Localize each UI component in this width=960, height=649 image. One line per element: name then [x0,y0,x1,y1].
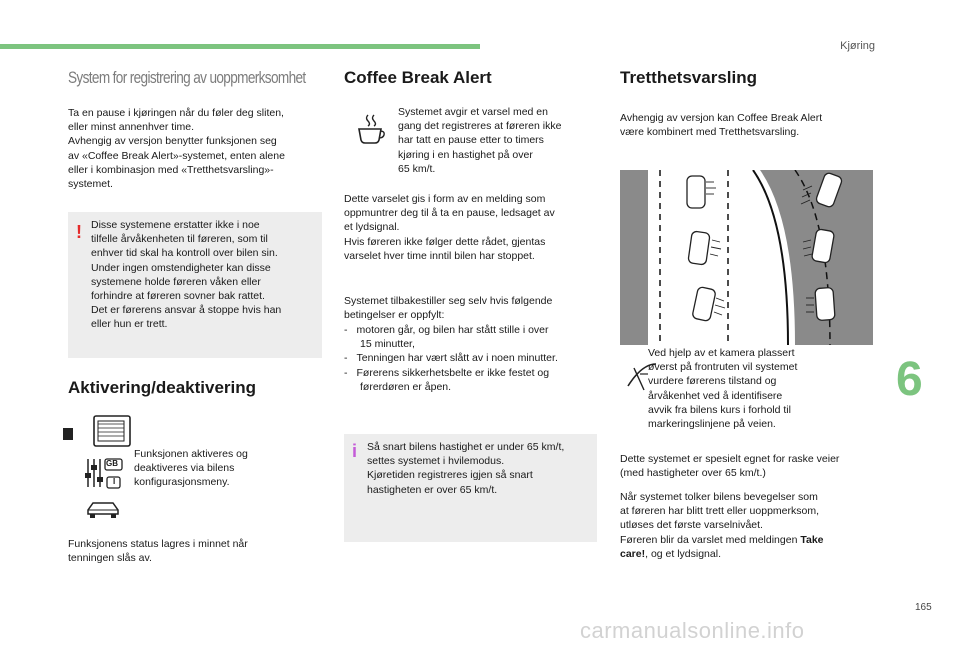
coffee-message-text: Dette varselet gis i form av en melding som oppmuntrer deg til å ta en pause, ledsaget av et lydsignal. Hvis føreren ikke følger dette rådet, gjentas varselet hver time inntil bilen har stoppet. [344,193,555,262]
info-text: Så snart bilens hastighet er under 65 km/t, settes systemet i hvilemodus. Kjøretiden registreres igjen så snart hastigheten er over 65 km/t. [367,441,565,496]
take-care-label-2: care! [620,547,646,560]
conditions-list: - motoren går, og bilen har stått stille i over 15 minutter, - Tenningen har vært slått av i noen minutter. - Førerens sikkerhetsbelte er ikke festet og førerdøren er åpen. [344,324,558,393]
coffee-heading: Coffee Break Alert [344,68,492,87]
take-care-label: Take [800,533,824,546]
status-text: Funksjonens status lagres i minnet når tenningen slås av. [68,538,248,565]
warning-text: Disse systemene erstatter ikke i noe tilfelle årvåkenheten til føreren, som til enhver tid skal ha kontroll over bilen sin. Under ingen omstendigheter kan disse systemene holde føreren våken eller forhindre at føreren sovner bak rattet. Det er førerens ansvar å stoppe hvis han eller hun er trett. [91,219,282,331]
settings-badge-2: I [113,477,116,486]
page-number: 165 [915,602,932,613]
car-icon [85,498,121,522]
coffee-lead-text: Systemet avgir et varsel med en gang det registreres at føreren ikke har tatt en pause etter to timers kjøring i en hastighet på over 65 km/t. [398,106,562,175]
info-icon: i [352,441,358,461]
accent-bar [0,44,480,49]
vehicle-settings-icon [84,455,124,491]
alert-text: Når systemet tolker bilens bevegelser som at føreren har blitt trett eller uoppmerksom, utløses det første varselnivået. Føreren blir da varslet med meldingen Take care!, og et lydsignal. [620,491,824,560]
reset-text: Systemet tilbakestiller seg selv hvis følgende betingelser er oppfylt: [344,295,553,322]
fatigue-intro-text: Avhengig av versjon kan Coffee Break Alert være kombinert med Tretthetsvarsling. [620,112,823,139]
activation-text: Funksjonen aktiveres og deaktiveres via bilens konfigurasjonsmeny. [134,448,248,489]
section-title: System for registrering av uoppmerksomhet [68,68,306,87]
chapter-label: Kjøring [840,40,875,52]
activation-heading: Aktivering/deaktivering [68,378,257,397]
lane-drift-illustration [620,170,873,345]
camera-text: Ved hjelp av et kamera plassert øverst på frontruten vil systemet vurdere førerens tilstand og årvåkenhet ved å identifisere avvik fra bilens kurs i forhold til markeringslinjene på veien. [648,347,798,431]
exclamation-icon: ! [76,222,82,242]
touchscreen-icon [62,414,134,450]
settings-badge: GB [106,459,118,468]
chapter-number: 6 [896,353,923,406]
coffee-cup-icon [354,113,386,145]
watermark: carmanualsonline.info [580,618,805,643]
fatigue-heading: Tretthetsvarsling [620,68,757,87]
intro-paragraph: Ta en pause i kjøringen når du føler deg sliten, eller minst annenhver time. Avhengig av versjon benytter funksjonen seg av «Coffee Break Alert»-systemet, enten alene eller i kombinasjon med «Tretthetsvarsling»- systemet. [68,107,285,191]
speed-text: Dette systemet er spesielt egnet for raske veier (med hastigheter over 65 km/t.) [620,453,840,480]
